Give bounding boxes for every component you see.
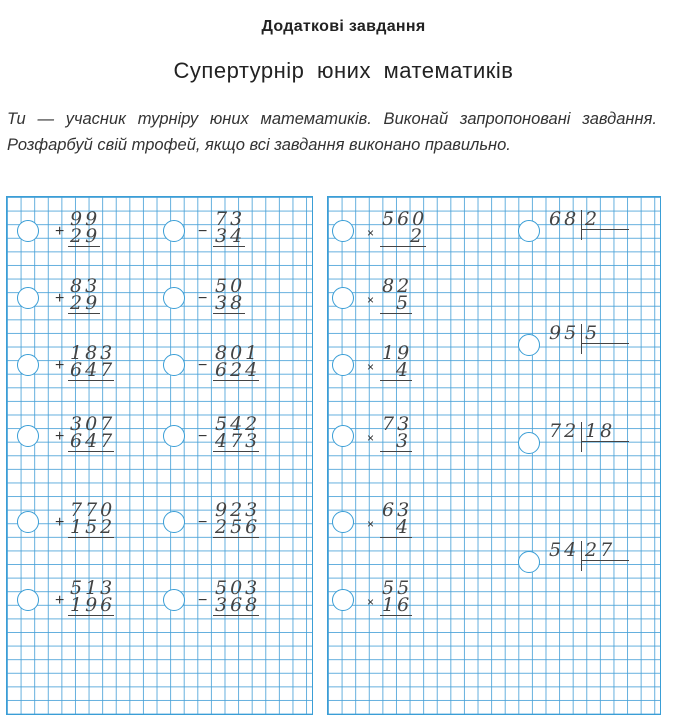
division-dividend: 95 bbox=[549, 322, 580, 344]
subtraction-result-line bbox=[213, 246, 245, 247]
multiplication-result-line bbox=[380, 451, 412, 452]
answer-circle[interactable] bbox=[163, 511, 185, 533]
division-dividend: 54 bbox=[549, 539, 580, 561]
addition-result-line bbox=[68, 246, 100, 247]
addition-operator: + bbox=[55, 223, 65, 240]
answer-circle[interactable] bbox=[518, 432, 540, 454]
division-quotient-line bbox=[581, 441, 629, 442]
division-divisor: 18 bbox=[585, 420, 616, 442]
multiplication-result-line bbox=[380, 537, 412, 538]
multiplication-result-line bbox=[380, 313, 412, 314]
multiplication-top-number: 73 bbox=[382, 413, 413, 435]
answer-circle[interactable] bbox=[17, 425, 39, 447]
multiplication-bottom-number: 3 bbox=[396, 430, 412, 452]
addition-top-number: 183 bbox=[70, 342, 116, 364]
division-quotient-line bbox=[581, 229, 629, 230]
page-title: Супертурнір юних математиків bbox=[173, 58, 514, 83]
division-quotient-line bbox=[581, 560, 629, 561]
multiplication-operator: × bbox=[367, 293, 375, 307]
addition-result-line bbox=[68, 380, 114, 381]
multiplication-bottom-number: 2 bbox=[410, 225, 426, 247]
addition-bottom-number: 196 bbox=[70, 594, 116, 616]
multiplication-operator: × bbox=[367, 226, 375, 240]
multiplication-top-number: 55 bbox=[382, 577, 413, 599]
answer-circle[interactable] bbox=[332, 425, 354, 447]
answer-circle[interactable] bbox=[332, 511, 354, 533]
answer-circle[interactable] bbox=[332, 354, 354, 376]
subtraction-top-number: 542 bbox=[215, 413, 261, 435]
addition-operator: + bbox=[55, 592, 65, 609]
division-quotient-line bbox=[581, 343, 629, 344]
answer-circle[interactable] bbox=[17, 589, 39, 611]
multiplication-result-line bbox=[380, 380, 412, 381]
answer-circle[interactable] bbox=[518, 551, 540, 573]
addition-top-number: 770 bbox=[70, 499, 116, 521]
multiplication-top-number: 19 bbox=[382, 342, 413, 364]
subtraction-bottom-number: 34 bbox=[215, 225, 246, 247]
addition-bottom-number: 29 bbox=[70, 292, 101, 314]
multiplication-operator: × bbox=[367, 517, 375, 531]
addition-operator: + bbox=[55, 290, 65, 307]
answer-circle[interactable] bbox=[518, 220, 540, 242]
subtraction-operator: − bbox=[198, 357, 208, 374]
multiplication-bottom-number: 16 bbox=[382, 594, 413, 616]
answer-circle[interactable] bbox=[163, 287, 185, 309]
multiplication-top-number: 560 bbox=[382, 208, 428, 230]
answer-circle[interactable] bbox=[332, 589, 354, 611]
subtraction-bottom-number: 368 bbox=[215, 594, 261, 616]
subtraction-bottom-number: 38 bbox=[215, 292, 246, 314]
multiplication-bottom-number: 4 bbox=[396, 359, 412, 381]
answer-circle[interactable] bbox=[332, 287, 354, 309]
addition-bottom-number: 152 bbox=[70, 516, 116, 538]
grid-panel-left bbox=[6, 196, 313, 715]
subtraction-top-number: 73 bbox=[215, 208, 246, 230]
multiplication-operator: × bbox=[367, 595, 375, 609]
addition-operator: + bbox=[55, 514, 65, 531]
subtraction-operator: − bbox=[198, 592, 208, 609]
answer-circle[interactable] bbox=[332, 220, 354, 242]
subtraction-result-line bbox=[213, 615, 259, 616]
subtraction-top-number: 801 bbox=[215, 342, 261, 364]
answer-circle[interactable] bbox=[163, 589, 185, 611]
division-bar bbox=[581, 324, 582, 354]
multiplication-bottom-number: 5 bbox=[396, 292, 412, 314]
subtraction-result-line bbox=[213, 380, 259, 381]
subtraction-top-number: 50 bbox=[215, 275, 246, 297]
addition-result-line bbox=[68, 451, 114, 452]
subtraction-operator: − bbox=[198, 290, 208, 307]
division-divisor: 2 bbox=[585, 208, 601, 230]
section-kicker: Додаткові завдання bbox=[261, 18, 426, 35]
division-dividend: 68 bbox=[549, 208, 580, 230]
subtraction-bottom-number: 473 bbox=[215, 430, 261, 452]
multiplication-result-line bbox=[380, 246, 426, 247]
addition-result-line bbox=[68, 313, 100, 314]
subtraction-operator: − bbox=[198, 428, 208, 445]
answer-circle[interactable] bbox=[17, 220, 39, 242]
multiplication-bottom-number: 4 bbox=[396, 516, 412, 538]
subtraction-result-line bbox=[213, 537, 259, 538]
division-divisor: 5 bbox=[585, 322, 601, 344]
grid-panel-right bbox=[327, 196, 661, 715]
addition-bottom-number: 647 bbox=[70, 359, 116, 381]
subtraction-operator: − bbox=[198, 223, 208, 240]
answer-circle[interactable] bbox=[163, 425, 185, 447]
division-dividend: 72 bbox=[549, 420, 580, 442]
addition-bottom-number: 647 bbox=[70, 430, 116, 452]
addition-operator: + bbox=[55, 428, 65, 445]
addition-bottom-number: 29 bbox=[70, 225, 101, 247]
answer-circle[interactable] bbox=[518, 334, 540, 356]
answer-circle[interactable] bbox=[17, 287, 39, 309]
addition-top-number: 83 bbox=[70, 275, 101, 297]
subtraction-operator: − bbox=[198, 514, 208, 531]
subtraction-bottom-number: 256 bbox=[215, 516, 261, 538]
multiplication-top-number: 63 bbox=[382, 499, 413, 521]
addition-top-number: 307 bbox=[70, 413, 116, 435]
division-divisor: 27 bbox=[585, 539, 616, 561]
division-bar bbox=[581, 541, 582, 571]
multiplication-result-line bbox=[380, 615, 412, 616]
multiplication-operator: × bbox=[367, 431, 375, 445]
division-bar bbox=[581, 210, 582, 240]
subtraction-result-line bbox=[213, 313, 245, 314]
answer-circle[interactable] bbox=[163, 354, 185, 376]
addition-result-line bbox=[68, 537, 114, 538]
task-instructions: Ти — учасник турніру юних математиків. Виконай запропоновані завдання. Розфарбуй свій трофей, якщо всі завдання виконано правильно. bbox=[7, 110, 657, 154]
answer-circle[interactable] bbox=[163, 220, 185, 242]
division-bar bbox=[581, 422, 582, 452]
addition-operator: + bbox=[55, 357, 65, 374]
subtraction-top-number: 923 bbox=[215, 499, 261, 521]
multiplication-top-number: 82 bbox=[382, 275, 413, 297]
subtraction-top-number: 503 bbox=[215, 577, 261, 599]
multiplication-operator: × bbox=[367, 360, 375, 374]
answer-circle[interactable] bbox=[17, 511, 39, 533]
subtraction-result-line bbox=[213, 451, 259, 452]
addition-top-number: 99 bbox=[70, 208, 101, 230]
addition-top-number: 513 bbox=[70, 577, 116, 599]
answer-circle[interactable] bbox=[17, 354, 39, 376]
addition-result-line bbox=[68, 615, 114, 616]
subtraction-bottom-number: 624 bbox=[215, 359, 261, 381]
